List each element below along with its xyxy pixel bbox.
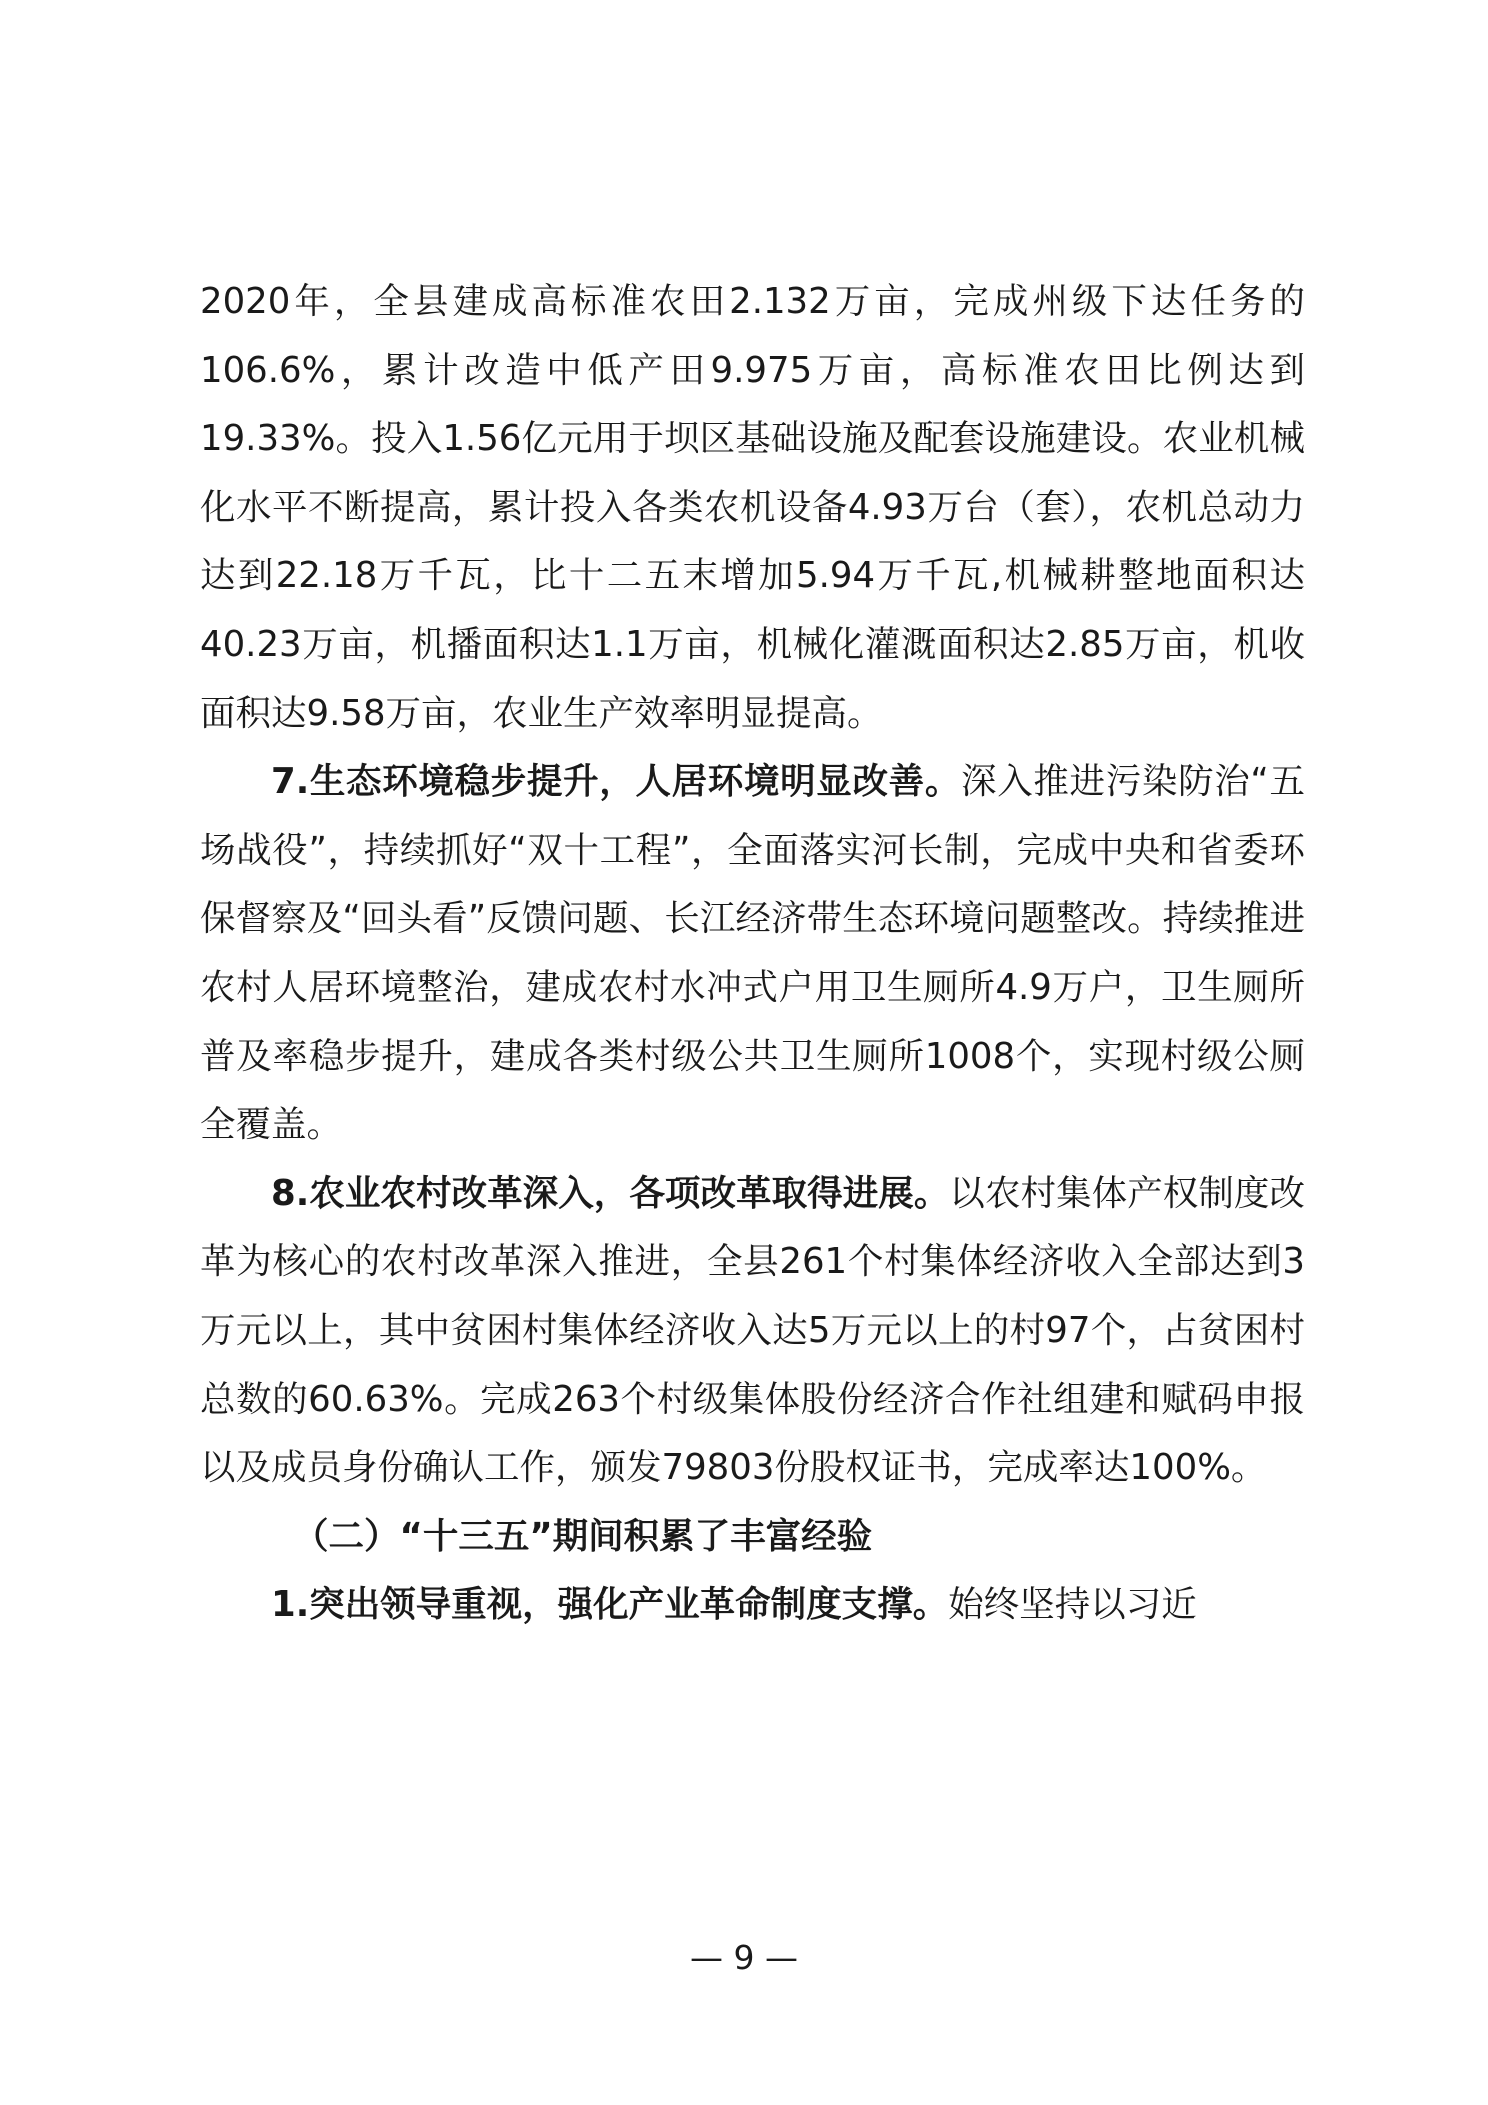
- paragraph-lead: 8.农业农村改革深入，各项改革取得进展。: [271, 1172, 950, 1214]
- paragraph-text: 深入推进污染防治“五场战役”，持续抓好“双十工程”，全面落实河长制，完成中央和省委环保督察及“回头看”反馈问题、长江经济带生态环境问题整改。持续推进农村人居环境整治，建成农村水冲式户用卫生厕所4.9万户，卫生厕所普及率稳步提升，建成各类村级公共卫生厕所1008个，实现村级公厕全覆盖。: [200, 761, 1305, 1146]
- paragraph-lead: 1.突出领导重视，强化产业革命制度支撑。: [271, 1584, 949, 1626]
- document-body: [200, 268, 1305, 1640]
- section-heading: （二）“十三五”期间积累了丰富经验: [293, 1515, 873, 1557]
- paragraph-ecology: [200, 748, 1305, 1160]
- paragraph-text: 以农村集体产权制度改革为核心的农村改革深入推进，全县261个村集体经济收入全部达到3万元以上，其中贫困村集体经济收入达5万元以上的村97个，占贫困村总数的60.63%。完成263个村级集体股份经济合作社组建和赋码申报以及成员身份确认工作，颁发79803份股权证书，完成率达100%。: [200, 1172, 1305, 1489]
- paragraph-text: 2020年，全县建成高标准农田2.132万亩，完成州级下达任务的106.6%，累计改造中低产田9.975万亩，高标准农田比例达到19.33%。投入1.56亿元用于坝区基础设施及配套设施建设。农业机械化水平不断提高，累计投入各类农机设备4.93万台（套），农机总动力达到22.18万千瓦，比十二五末增加5.94万千瓦,机械耕整地面积达40.23万亩，机播面积达1.1万亩，机械化灌溉面积达2.85万亩，机收面积达9.58万亩，农业生产效率明显提高。: [200, 281, 1305, 734]
- paragraph-text: 始终坚持以习近: [948, 1584, 1197, 1626]
- page-number: — 9 —: [690, 1938, 798, 1977]
- paragraph-lead: 7.生态环境稳步提升，人居环境明显改善。: [271, 761, 962, 803]
- paragraph-farmland: [200, 268, 1305, 748]
- paragraph-leadership: [200, 1571, 1305, 1640]
- paragraph-reform: [200, 1160, 1305, 1503]
